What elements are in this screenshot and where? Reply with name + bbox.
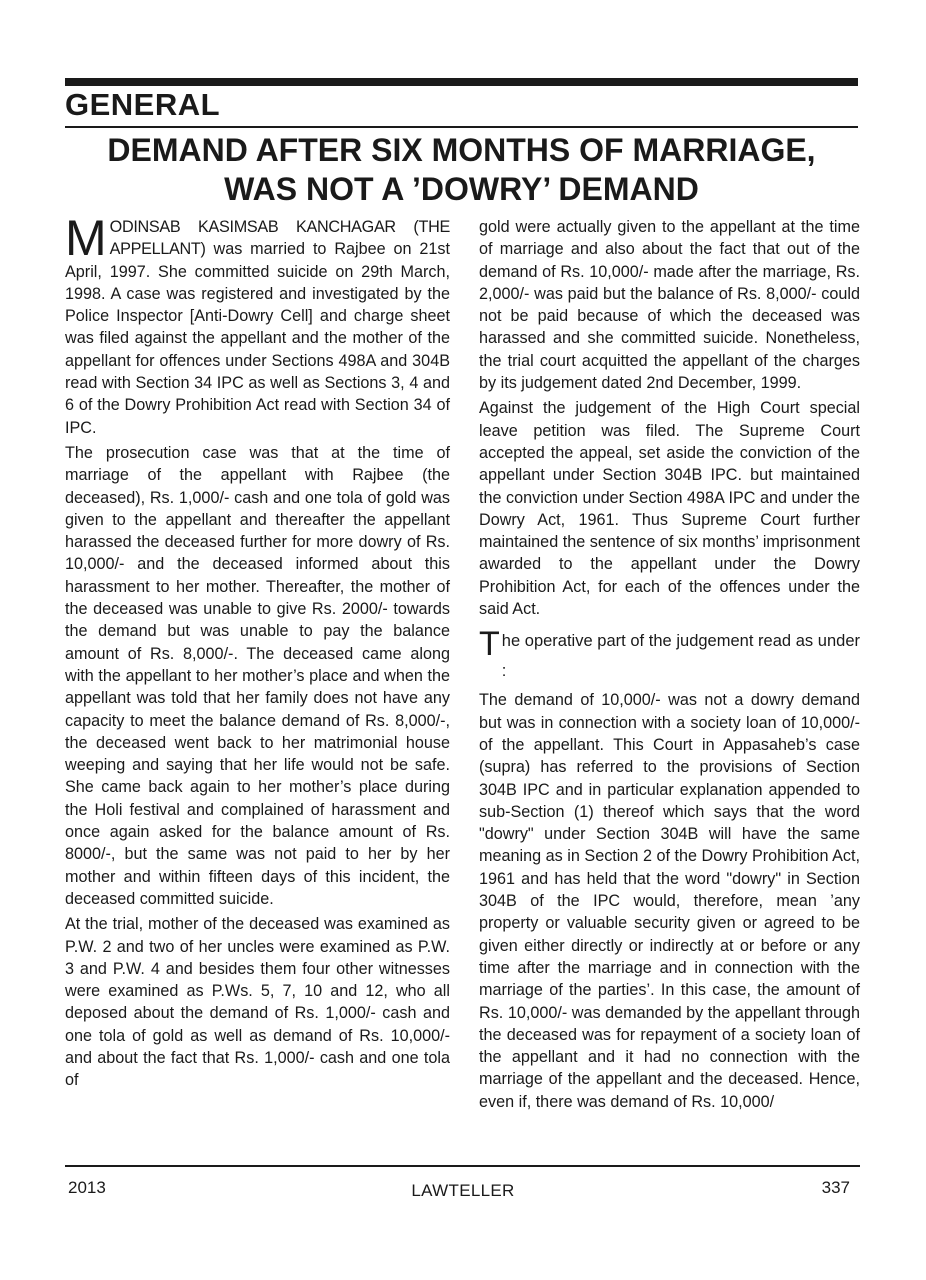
continued-paragraph: gold were actually given to the appellant at the time of marriage and also about the fact that out of the demand of Rs. 10,000/- made after the marriage, Rs. 2,000/- was paid but the balance of Rs. 8,000/- could not be paid because of which the deceased was harassed and she committed suicide. Nonetheless, the trial court acquitted the appellant of the charges by its judgement dated 2nd December, 1999. xyxy=(479,218,860,393)
drop-cap-small: T xyxy=(479,625,500,664)
section-label: GENERAL xyxy=(65,87,221,122)
prosecution-paragraph: The prosecution case was that at the time of marriage of the appellant with Rajbee (the deceased), Rs. 1,000/- cash and one tola of gold was given to the appellant and thereafter the appellant harassed the deceased further for more dowry of Rs. 10,000/- and the deceased informed about this harassment to her mother. Thereafter, the mother of the deceased was unable to give Rs. 2000/- towards the demand but was unable to pay the balance amount of Rs. 8,000/-. The deceased came along with the appellant to her mother’s place and when the appellant was told that her family does not have any capacity to meet the balance demand of Rs. 8,000/-, the deceased went back to her matrimonial house weeping and saying that her life would not be safe. She came back again to her mother’s place during the Holi festival and complained of harassment and once again asked for the balance amount of Rs. 8000/-, but the same was not paid to her by her mother and within fifteen days of this incident, the deceased committed suicide. xyxy=(65,443,450,908)
footer-rule xyxy=(65,1165,860,1167)
left-column xyxy=(65,210,450,1095)
intro-caps-text: ODINSAB KASIMSAB KANCHAGAR (THE APPELLANT) xyxy=(109,218,450,259)
footer-year: 2013 xyxy=(68,1178,106,1197)
intro-paragraph xyxy=(65,210,450,439)
operative-intro-text: he operative part of the judgement read as under : xyxy=(501,632,860,681)
judgement-quote-paragraph: The demand of 10,000/- was not a dowry demand but was in connection with a society loan of 10,000/- of the appellant. This Court in Appasaheb’s case (supra) has referred to the provisions of Section 304B IPC and in particular explanation appended to sub-Section (1) thereof which says that the word "dowry" under Section 304B will have the same meaning as in Section 2 of the Dowry Prohibition Act, 1961 and has held that the word "dowry" in Section 304B of the IPC would, therefore, mean ’any property or valuable security given or agreed to be given either directly or indirectly at or before or any time after the marriage and in connection with the marriage of the parties’. In this case, the amount of Rs. 10,000/- was demanded by the appellant through the deceased was for repayment of a society loan of the appellant and it had no connection with the marriage of the appellant and the deceased. Hence, even if, there was demand of Rs. 10,000/ xyxy=(479,691,860,1111)
section-rule xyxy=(65,126,858,128)
appeal-paragraph: Against the judgement of the High Court special leave petition was filed. The Supreme Court accepted the appeal, set aside the conviction of the appellant under Section 304B IPC. but maintained the conviction under Section 498A IPC and under the Dowry Act, 1961. Thus Supreme Court further maintained the sentence of six months’ imprisonment awarded to the appellant under the Dowry Prohibition Act, for each of the offences under the said Act. xyxy=(479,399,860,619)
headline-line-2: WAS NOT A ’DOWRY’ DEMAND xyxy=(224,171,699,207)
intro-rest-text: was married to Rajbee on 21st April, 1997. She committed suicide on 29th March, 1998. A case was registered and investigated by the Police Inspector [Anti-Dowry Cell] and charge sheet was filed against the appellant and the mother of the appellant for offences under Sections 498A and 304B read with Section 34 IPC as well as Sections 3, 4 and 6 of the Dowry Prohibition Act read with Section 34 of IPC. xyxy=(65,240,450,437)
top-rule xyxy=(65,78,858,86)
trial-paragraph: At the trial, mother of the deceased was examined as P.W. 2 and two of her uncles were examined as P.W. 3 and P.W. 4 and besides them four other witnesses were examined as P.Ws. 5, 7, 10 and 12, who all deposed about the demand of Rs. 1,000/- cash and one tola of gold as well as demand of Rs. 10,000/- and about the fact that Rs. 1,000/- cash and one tola of xyxy=(65,915,450,1090)
article-headline xyxy=(65,131,858,209)
page-number: 337 xyxy=(821,1178,850,1197)
drop-cap: M xyxy=(65,210,107,266)
operative-intro-paragraph xyxy=(479,626,860,686)
right-column xyxy=(479,216,860,1116)
headline-line-1: DEMAND AFTER SIX MONTHS OF MARRIAGE, xyxy=(107,132,816,168)
footer-publication: LAWTELLER xyxy=(411,1181,515,1200)
